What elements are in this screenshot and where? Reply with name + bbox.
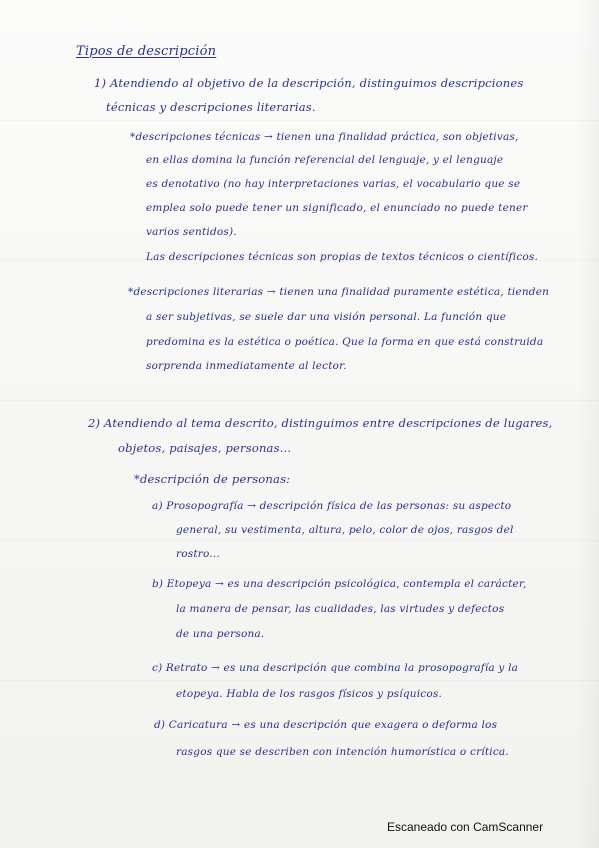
- page-binding-shadow: [575, 0, 599, 848]
- handwritten-line: b) Etopeya → es una descripción psicológica, contempla el carácter,: [152, 578, 527, 590]
- handwritten-line: *descripciones literarias → tienen una finalidad puramente estética, tienden: [128, 286, 550, 298]
- handwritten-line: Las descripciones técnicas son propias de textos técnicos o científicos.: [146, 251, 539, 263]
- handwritten-line: es denotativo (no hay interpretaciones varias, el vocabulario que se: [146, 178, 521, 190]
- handwritten-line: a) Prosopografía → descripción física de las personas: su aspecto: [152, 500, 512, 512]
- handwritten-line: predomina es la estética o poética. Que la forma en que está construida: [146, 336, 544, 348]
- scanner-watermark: Escaneado con CamScanner: [387, 820, 544, 834]
- handwritten-line: rasgos que se describen con intención humorística o crítica.: [176, 746, 509, 758]
- handwritten-line: a ser subjetivas, se suele dar una visión personal. La función que: [146, 311, 507, 323]
- ruled-line: [0, 540, 599, 541]
- handwritten-line: objetos, paisajes, personas...: [118, 441, 292, 455]
- ruled-line: [0, 680, 599, 681]
- handwritten-line: emplea solo puede tener un significado, el enunciado no puede tener: [146, 202, 528, 214]
- handwritten-line: de una persona.: [176, 628, 265, 640]
- handwritten-line: sorprenda inmediatamente al lector.: [146, 360, 347, 372]
- ruled-line: [0, 400, 599, 401]
- handwritten-line: etopeya. Habla de los rasgos físicos y psíquicos.: [176, 688, 442, 700]
- handwritten-line: la manera de pensar, las cualidades, las virtudes y defectos: [176, 603, 505, 615]
- handwritten-line: técnicas y descripciones literarias.: [106, 100, 316, 114]
- handwritten-line: *descripciones técnicas → tienen una finalidad práctica, son objetivas,: [130, 131, 519, 143]
- handwritten-line: varios sentidos).: [146, 226, 237, 238]
- handwritten-line: d) Caricatura → es una descripción que exagera o deforma los: [154, 719, 498, 731]
- handwritten-line: 1) Atendiendo al objetivo de la descripción, distinguimos descripciones: [94, 76, 524, 90]
- ruled-line: [0, 120, 599, 121]
- handwritten-line: general, su vestimenta, altura, pelo, color de ojos, rasgos del: [176, 524, 514, 536]
- handwritten-line: c) Retrato → es una descripción que combina la prosopografía y la: [152, 662, 519, 674]
- handwritten-line: rostro...: [176, 548, 220, 560]
- handwritten-line: en ellas domina la función referencial del lenguaje, y el lenguaje: [146, 154, 504, 166]
- document-title: Tipos de descripción: [76, 44, 217, 59]
- handwritten-line: 2) Atendiendo al tema descrito, distinguimos entre descripciones de lugares,: [88, 416, 553, 430]
- handwritten-line: *descripción de personas:: [134, 472, 291, 486]
